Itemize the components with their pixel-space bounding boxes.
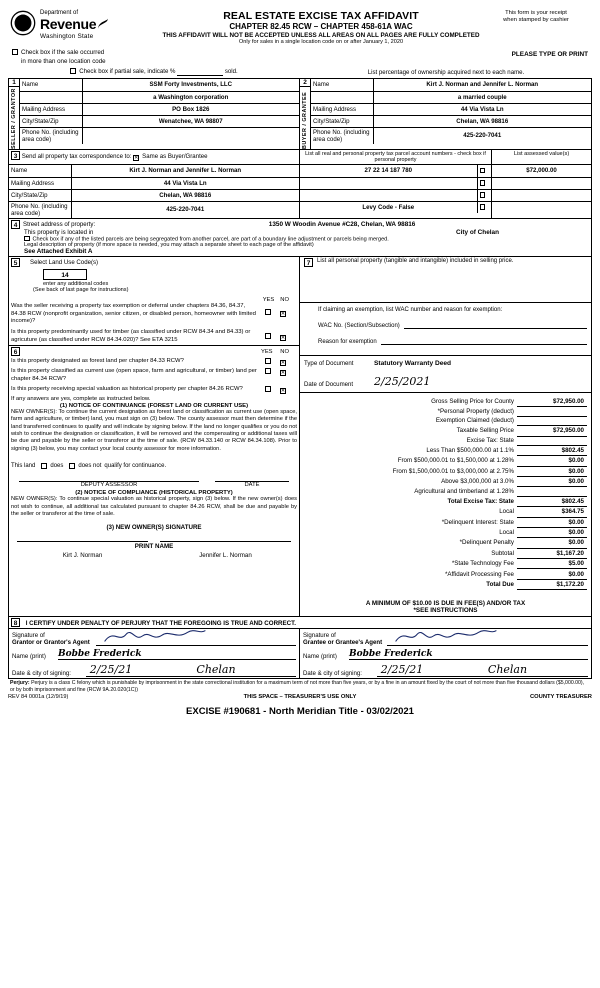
- dept-line-2: [40, 17, 110, 33]
- corr-mailing-label: Mailing Address: [9, 177, 71, 189]
- tax-row-amount[interactable]: $0.00: [517, 456, 587, 466]
- continuance-label: This land: [11, 463, 36, 470]
- city-value[interactable]: City of Chelan: [456, 228, 499, 236]
- land-use-instructions: (See back of last page for instructions): [33, 287, 129, 293]
- tax-row: [304, 487, 587, 496]
- reason-label: Reason for exemption: [318, 339, 377, 345]
- agency-logo-block: [10, 10, 160, 41]
- new-owner-signature-title: (3) NEW OWNER(S) SIGNATURE: [106, 524, 202, 532]
- section-8: [8, 617, 592, 679]
- partial-sale-row: [8, 68, 300, 76]
- left-column: [9, 257, 300, 616]
- buyer-citystate-value[interactable]: Chelan, WA 98816: [373, 115, 591, 127]
- section-7-box-number: 7: [304, 258, 313, 267]
- section-6-q2-yes-checkbox[interactable]: [265, 368, 271, 374]
- assessed-value-3[interactable]: [492, 189, 591, 201]
- tax-row-amount[interactable]: $1,167.20: [517, 548, 587, 558]
- partial-sale-percent-input[interactable]: [177, 68, 223, 76]
- parcel-pp-check-3[interactable]: [477, 189, 491, 201]
- tax-row: [304, 496, 587, 506]
- seller-name-value[interactable]: SSM Forty Investments, LLC: [82, 79, 299, 91]
- single-location-label: Check box if the sale occurred: [21, 49, 105, 56]
- parcel-pp-checkbox-1[interactable]: [480, 168, 486, 174]
- tax-row-label: Less Than $500,000.00 at 1.1%: [426, 447, 514, 455]
- see-instructions-note: *SEE INSTRUCTIONS: [413, 607, 478, 615]
- seller-mailing-label: Mailing Address: [20, 103, 82, 115]
- corr-mailing-value[interactable]: 44 Via Vista Ln: [71, 177, 299, 189]
- land-use-code-row: [11, 269, 297, 280]
- doc-type-value[interactable]: Statutory Warranty Deed: [374, 360, 452, 367]
- assessed-value-4[interactable]: [492, 201, 591, 213]
- seller-name-label: Name: [20, 79, 82, 91]
- buyer-box-number: 2: [300, 79, 310, 87]
- tax-row-amount[interactable]: $72,950.00: [517, 397, 587, 407]
- section-6-q2-text: Is this property classified as current use (open space, farm and agricultural, or timber) land per chapter 84.34 RCW?: [11, 368, 257, 383]
- parcel-pp-check-4[interactable]: [477, 201, 491, 213]
- tax-row-label: *Personal Property (deduct): [437, 408, 514, 416]
- section-5-q2-text: Is this property predominantly used for timber (as classified under RCW 84.34 and 84.33) or agricuture (as classified under RCW 84.34.020)? See ETA 3215: [11, 329, 251, 343]
- dept-line-3: Washington State: [40, 33, 94, 41]
- partial-sale-label: Check box if partial sale, indicate %: [79, 68, 176, 75]
- section-6-if-any: If any answers are yes, complete as instructed below.: [11, 395, 151, 402]
- section-3: [8, 150, 592, 219]
- land-use-code-value[interactable]: 14: [43, 269, 87, 280]
- continuance-qualify-label: qualify for continuance.: [104, 463, 167, 470]
- section-5-yes-label: YES: [262, 297, 275, 303]
- tax-row-label: Local: [499, 508, 514, 516]
- grantor-name-print-label: Name (print): [12, 653, 46, 661]
- land-use-title: Select Land Use Code(s): [30, 259, 99, 266]
- perjury-title: Perjury:: [10, 680, 30, 687]
- new-owner-signature-line-2[interactable]: [160, 541, 291, 542]
- section-5-q1-text: Was the seller receiving a property tax exemption or deferral under chapters 84.36, 84.37, 84.38 RCW (nonprofit organization, senior citizen, or disabled person, homeowner with limited income)?: [11, 303, 256, 325]
- parcel-pp-checkbox-2[interactable]: [480, 180, 486, 186]
- section-5-q1-no-checkbox[interactable]: [280, 311, 286, 317]
- parcel-value-1[interactable]: 27 22 14 187 780: [300, 165, 477, 177]
- section-6-q3-answers[interactable]: [257, 386, 297, 394]
- tax-row-label: Total Excise Tax: State: [447, 497, 514, 505]
- section-6-q1-text: Is this property designated as forest land per chapter 84.33 RCW?: [11, 358, 184, 365]
- tax-row: [304, 477, 587, 487]
- tax-row: [304, 407, 587, 416]
- single-location-check-row[interactable]: [8, 47, 462, 56]
- doc-type-label: Type of Document: [304, 360, 354, 367]
- buyer-section: [300, 78, 592, 150]
- receipt-note: [482, 10, 590, 24]
- section-6-q3-text: Is this property receiving special valuation as historical property per chapter 84.26 RCW?: [11, 385, 243, 392]
- corr-name-label: Name: [9, 165, 71, 177]
- section-5-q2-answers[interactable]: [257, 329, 297, 341]
- buyer-entity-spacer: [311, 91, 373, 103]
- parcel-value-2[interactable]: [300, 177, 477, 189]
- receipt-line-1: This form is your receipt: [505, 10, 567, 16]
- tax-row-amount[interactable]: $0.00: [517, 517, 587, 527]
- exemption-claim-label: If claiming an exemption, list WAC number and reason for exemption:: [318, 307, 503, 313]
- buyer-phone-value[interactable]: 425-220-7041: [373, 127, 591, 144]
- please-type-print: PLEASE TYPE OR PRINT: [511, 51, 588, 58]
- tax-row-amount[interactable]: $0.00: [517, 477, 587, 487]
- county-treasurer-label: COUNTY TREASURER: [529, 694, 592, 701]
- tax-row: [304, 527, 587, 537]
- buyer-citystate-label: City/State/Zip: [311, 115, 373, 127]
- sold-label: sold.: [224, 68, 238, 75]
- tax-row-label: *Delinquent Interest: State: [441, 518, 514, 526]
- buyer-mailing-label: Mailing Address: [311, 103, 373, 115]
- grantee-name-print-value[interactable]: Bobbe Frederick: [349, 649, 588, 660]
- tax-row-amount[interactable]: $1,172.20: [517, 579, 587, 589]
- tax-row-label: From $500,000.01 to $1,500,000 at 1.28%: [397, 457, 514, 465]
- grantee-signature-line[interactable]: [387, 630, 588, 646]
- washington-state-seal-icon: [10, 10, 36, 36]
- page-header: [8, 6, 592, 47]
- tax-row: [304, 548, 587, 558]
- section-3-box-number: 3: [11, 151, 20, 160]
- section-6-q1-yes-checkbox[interactable]: [265, 358, 271, 364]
- buyer-name-value[interactable]: Kirt J. Norman and Jennifer L. Norman: [373, 79, 591, 91]
- buyer-side-label: BUYER / GRANTEE: [302, 91, 308, 149]
- street-address-label: Street address of property:: [23, 220, 96, 228]
- section-5-q1-yes-checkbox[interactable]: [265, 309, 271, 315]
- buyer-entity-value[interactable]: a married couple: [373, 91, 591, 103]
- section-6: [9, 346, 299, 560]
- parcel-pp-check-2[interactable]: [477, 177, 491, 189]
- parcel-table: [300, 165, 491, 213]
- grantee-date-value[interactable]: 2/25/21: [377, 663, 427, 677]
- section-6-no-label: NO: [280, 349, 289, 356]
- form-notice: THIS AFFIDAVIT WILL NOT BE ACCEPTED UNLESS ALL AREAS ON ALL PAGES ARE FULLY COMPLETED: [162, 32, 480, 39]
- continuance-does-checkbox[interactable]: [41, 463, 47, 469]
- corr-citystate-value[interactable]: Chelan, WA 98816: [71, 189, 299, 201]
- section-6-q1-answers[interactable]: [257, 358, 297, 366]
- grantor-name-print-value[interactable]: Bobbe Frederick: [58, 649, 296, 660]
- form-note: Only for sales in a single location code on or after January 1, 2020: [238, 39, 404, 45]
- tax-row: [304, 397, 587, 407]
- section-6-box-number: 6: [11, 347, 20, 356]
- certify-row: [9, 617, 591, 629]
- receipt-line-2: when stamped by cashier: [503, 17, 569, 24]
- seller-citystate-label: City/State/Zip: [20, 115, 82, 127]
- correspondence-table: [9, 165, 299, 218]
- grantor-date-city-label: Date & city of signing:: [12, 670, 71, 678]
- single-location-checkbox[interactable]: [12, 49, 18, 55]
- correspondence-label: Send all property tax correspondence to:: [21, 153, 132, 160]
- land-use-additional-label: enter any additional codes: [43, 281, 109, 287]
- tax-row: [304, 507, 587, 517]
- tax-row-label: Taxable Selling Price: [456, 427, 514, 435]
- section-5-q1-answers[interactable]: [257, 303, 297, 317]
- tax-row: [304, 569, 587, 579]
- parcel-pp-check-1[interactable]: [477, 165, 491, 177]
- grantor-signature-block: [9, 629, 300, 678]
- tax-row-amount[interactable]: $364.75: [517, 507, 587, 517]
- tax-row-label: Exemption Claimed (deduct): [435, 417, 514, 425]
- tax-rows: [304, 397, 587, 590]
- perjury-body: Perjury is a class C felony which is punishable by imprisonment in the state correctional institution for a maximum term of not more than five years, or by a fine in an amount fixed by the court of not more than five thousand dollars ($5,000.00), or by both imprisonment and fine (RCW 9A.20.020(1C)): [10, 680, 585, 693]
- new-owner-name-2: Jennifer L. Norman: [199, 552, 252, 560]
- deputy-assessor-label: DEPUTY ASSESSOR: [80, 482, 138, 489]
- legal-desc-value[interactable]: See Attached Exhibit A: [24, 248, 93, 255]
- section-5-q2-yes-checkbox[interactable]: [265, 333, 271, 339]
- legal-desc-label: Legal description of property (if more space is needed, you may attach a separate sheet to each page of the affidavit): [24, 242, 314, 248]
- new-owner-name-1: Kirt J. Norman: [62, 552, 103, 560]
- section-6-q2-answers[interactable]: [257, 368, 297, 376]
- certify-text: I CERTIFY UNDER PENALTY OF PERJURY THAT THE FOREGOING IS TRUE AND CORRECT.: [25, 620, 296, 628]
- tax-row-label: *Delinquent Penalty: [459, 539, 514, 547]
- tax-row: [304, 456, 587, 466]
- partial-sale-checkbox[interactable]: [70, 68, 76, 74]
- corr-citystate-label: City/State/Zip: [9, 189, 71, 201]
- tax-row-label: Above $3,000,000 at 3.0%: [441, 478, 514, 486]
- notice-compliance-title: (2) NOTICE OF COMPLIANCE (HISTORICAL PROPERTY): [75, 490, 233, 497]
- street-address-value[interactable]: 1350 W Woodin Avenue #C28, Chelan, WA 98816: [268, 220, 416, 228]
- parcel-header: List all real and personal property tax parcel account numbers - check box if personal property: [300, 150, 492, 164]
- buyer-name-label: Name: [311, 79, 373, 91]
- tax-row-label: Total Due: [486, 580, 514, 588]
- seller-phone-label: Phone No. (including area code): [20, 127, 82, 144]
- revenue-swirl-icon: [96, 17, 110, 33]
- notice-compliance-text: NEW OWNER(S): To continue special valuation as historical property, sign (3) below. If the new owner(s) does not wish to continue, all additional tax calculated pursuant to chapter 84.26 RCW, shall be due and payable by the seller or transferor at the time of sale.: [11, 496, 297, 517]
- parcel-pp-checkbox-4[interactable]: [480, 204, 486, 210]
- assessed-value-2[interactable]: [492, 177, 591, 189]
- section-5-q2-no-checkbox[interactable]: [280, 335, 286, 341]
- new-owner-signature-line-1[interactable]: [17, 541, 148, 542]
- grantee-name-print-label: Name (print): [303, 653, 337, 661]
- treasurer-use-label: THIS SPACE – TREASURER'S USE ONLY: [243, 694, 357, 701]
- tax-row-amount[interactable]: $72,950.00: [517, 426, 587, 436]
- wac-no-value[interactable]: [404, 321, 587, 329]
- grantee-signature-block: [300, 629, 591, 678]
- perjury-note: [8, 679, 592, 694]
- department-name: [40, 10, 110, 41]
- same-as-buyer-label: Same as Buyer/Grantee: [142, 153, 208, 160]
- seller-mailing-value[interactable]: PO Box 1826: [82, 103, 299, 115]
- section-6-yes-label: YES: [260, 349, 273, 356]
- seller-entity-spacer: [20, 91, 82, 103]
- tax-row-label: Agricultural and timberland at 1.28%: [414, 488, 514, 496]
- tax-row-amount[interactable]: $0.00: [517, 527, 587, 537]
- tax-row-label: Gross Selling Price for County: [431, 398, 514, 406]
- grantee-signature-mark: [391, 627, 501, 645]
- tax-row-label: From $1,500,000.01 to $3,000,000 at 2.75%: [392, 467, 514, 475]
- section-6-q3-yes-checkbox[interactable]: [265, 386, 271, 392]
- continuance-does-not-checkbox[interactable]: [69, 463, 75, 469]
- tax-row-label: Local: [499, 529, 514, 537]
- buyer-phone-label: Phone No. (including area code): [311, 127, 373, 144]
- continuance-does-not-label: does not: [78, 463, 102, 470]
- tax-row: [304, 579, 587, 589]
- single-location-label-2: in more than one location code: [21, 58, 106, 65]
- single-location-label-2-row: [8, 56, 462, 65]
- seller-section: [8, 78, 300, 150]
- section-6-q2-no-checkbox[interactable]: [280, 370, 286, 376]
- document-block: [300, 356, 591, 393]
- section-6-q3-no-checkbox[interactable]: [280, 388, 286, 394]
- tax-row: [304, 426, 587, 436]
- tax-row: [304, 538, 587, 548]
- minimum-due-note: A MINIMUM OF $10.00 IS DUE IN FEE(S) AND/OR TAX: [365, 600, 526, 608]
- grantor-city-value[interactable]: Chelan: [136, 663, 296, 677]
- section-7: [300, 257, 591, 303]
- section-5-box-number: 5: [11, 258, 20, 267]
- assessed-value-1[interactable]: $72,000.00: [492, 165, 591, 177]
- ownership-label: List percentage of ownership acquired next to each name.: [367, 69, 525, 76]
- levy-code-value: Levy Code - False: [300, 201, 477, 213]
- revenue-word: Revenue: [40, 15, 97, 32]
- seller-phone-value[interactable]: [82, 127, 299, 144]
- right-column: [300, 257, 591, 616]
- tax-row: [304, 559, 587, 569]
- grantee-city-value[interactable]: Chelan: [427, 663, 588, 677]
- print-name-label: PRINT NAME: [134, 543, 174, 551]
- corr-phone-label: Phone No. (including area code): [9, 201, 71, 218]
- corr-phone-value[interactable]: 425-220-7041: [71, 201, 299, 218]
- tax-row-label: Excise Tax: State: [466, 437, 514, 445]
- tax-row-amount[interactable]: $802.45: [517, 496, 587, 506]
- seller-entity-value[interactable]: a Washington corporation: [82, 91, 299, 103]
- corr-name-value[interactable]: Kirt J. Norman and Jennifer L. Norman: [71, 165, 299, 177]
- tax-row-amount[interactable]: [517, 407, 587, 416]
- form-subtitle: CHAPTER 82.45 RCW – CHAPTER 458-61A WAC: [229, 22, 413, 31]
- grantor-signature-mark: [100, 627, 210, 645]
- located-in-label: This property is located in: [24, 228, 94, 236]
- grantor-sig-label-2: Grantor or Grantor's Agent: [12, 638, 90, 646]
- segregating-checkbox[interactable]: [24, 236, 30, 242]
- section-4: [8, 219, 592, 258]
- tax-row-amount[interactable]: $0.00: [517, 466, 587, 476]
- same-as-buyer-checkbox[interactable]: [133, 155, 139, 161]
- doc-date-label: Date of Document: [304, 381, 354, 388]
- notice-compliance-body: [11, 496, 297, 518]
- tax-row-amount[interactable]: [517, 487, 587, 496]
- exemption-block: [300, 303, 591, 356]
- grantor-date-value[interactable]: 2/25/21: [86, 663, 136, 677]
- tax-row-amount[interactable]: [517, 436, 587, 445]
- parcel-pp-checkbox-3[interactable]: [480, 192, 486, 198]
- assessed-header: List assessed value(s): [513, 151, 570, 157]
- section-7-intro: List all personal property (tangible and intangible) included in selling price.: [317, 258, 514, 264]
- tax-row-amount[interactable]: $802.45: [517, 445, 587, 455]
- rev-form-number: REV 84 0001a (12/9/19): [8, 694, 69, 701]
- tax-row-amount[interactable]: [517, 416, 587, 425]
- tax-row-label: *State Technology Fee: [451, 560, 514, 568]
- buyer-table: [311, 79, 591, 144]
- tax-row: [304, 416, 587, 425]
- tax-calculation-table: [300, 393, 591, 616]
- tax-row-label: *Affidavit Processing Fee: [444, 570, 514, 578]
- seller-citystate-value[interactable]: Wenatchee, WA 98807: [82, 115, 299, 127]
- section-5: [9, 257, 299, 346]
- grantee-sig-label-2: Grantee or Grantee's Agent: [303, 638, 383, 646]
- excise-footer: EXCISE #190681 - North Meridian Title - 03/02/2021: [186, 706, 414, 718]
- parcel-value-3[interactable]: [300, 189, 477, 201]
- tax-row-amount[interactable]: $0.00: [517, 569, 587, 579]
- seller-table: [20, 79, 299, 144]
- notice-continuance-title: (1) NOTICE OF CONTINUANCE (FOREST LAND OR CURRENT USE): [59, 402, 249, 409]
- wac-no-label: WAC No. (Section/Subsection): [318, 323, 400, 329]
- buyer-mailing-value[interactable]: 44 Via Vista Ln: [373, 103, 591, 115]
- section-6-q1-no-checkbox[interactable]: [280, 360, 286, 366]
- section-8-box-number: 8: [11, 618, 20, 627]
- seller-box-number: 1: [9, 79, 19, 87]
- continuance-does-label: does: [50, 463, 64, 470]
- tax-row-label: Subtotal: [491, 549, 514, 557]
- form-title-block: [160, 10, 482, 45]
- tax-row: [304, 517, 587, 527]
- correspondence-row: [9, 150, 300, 164]
- grantor-signature-line[interactable]: [96, 630, 296, 646]
- personal-property-input[interactable]: [304, 267, 587, 291]
- tax-row-amount[interactable]: $5.00: [517, 559, 587, 569]
- section-5-no-label: NO: [280, 297, 289, 303]
- tax-row: [304, 436, 587, 445]
- deputy-assessor-date-label: DATE: [244, 482, 260, 489]
- doc-date-value[interactable]: 2/25/2021: [374, 375, 431, 388]
- section-4-box-number: 4: [11, 220, 20, 229]
- segregating-label: Check box if any of the listed parcels are being segregated from another parcel, are part of a boundary line adjustment or parcels being merged.: [32, 236, 389, 242]
- tax-row: [304, 445, 587, 455]
- grantor-sig-label-1: Signature of: [12, 631, 45, 639]
- notice-continuance-body: NEW OWNER(S): To continue the current designation as forest land or classification as current use (open space, farm and agriculture, or timber) land, you must sign on (3) below. The county assessor must then determine if the land transferred continues to qualify and will indicate by signing below. If the land no longer qualifies or you do not wish to continue the designation or classification, it will be removed and the compensating or additional taxes will be due and payable by the seller or transferor at the time of sale. (RCW 84.33.140 or RCW 84.34.108). Prior to signing (3) below, you may contact your local county assessor for more information.: [11, 408, 297, 452]
- assessed-table: [492, 165, 591, 213]
- seller-side-label: SELLER / GRANTOR: [11, 88, 17, 149]
- reason-value[interactable]: [381, 337, 587, 345]
- tax-row: [304, 466, 587, 476]
- form-title: REAL ESTATE EXCISE TAX AFFIDAVIT: [223, 10, 419, 22]
- tax-row-amount[interactable]: $0.00: [517, 538, 587, 548]
- grantee-date-city-label: Date & city of signing:: [303, 670, 362, 678]
- grantee-sig-label-1: Signature of: [303, 631, 336, 639]
- dept-line-1: Department of: [40, 10, 79, 16]
